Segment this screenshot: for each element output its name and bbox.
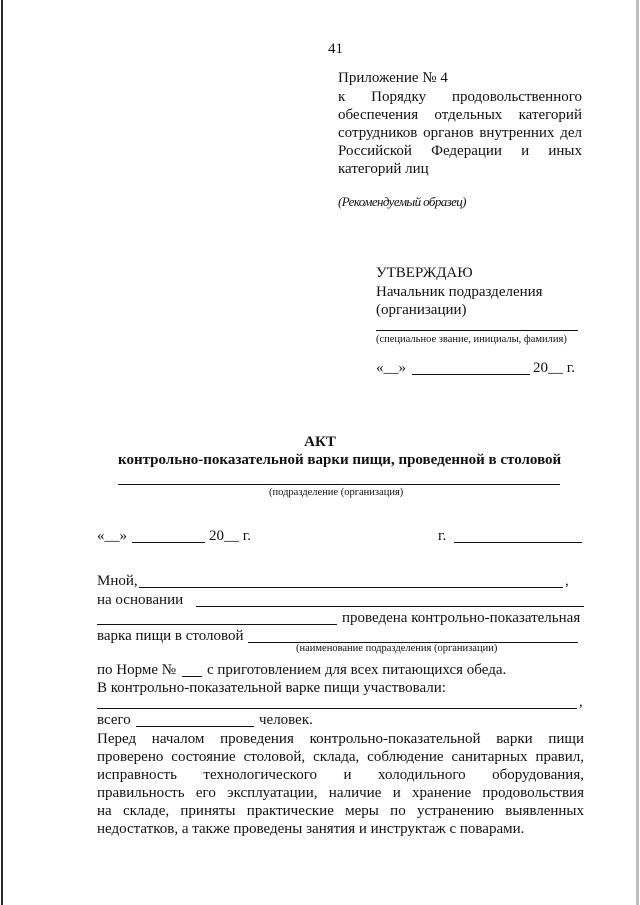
by-me-line xyxy=(139,587,563,588)
signature-line xyxy=(376,330,578,331)
appendix-line-3: сотрудников органов внутренних дел xyxy=(338,125,582,141)
unit-caption: (подразделение (организация) xyxy=(269,487,404,498)
paragraph-line-6: недостатков, а также проведены занятия и инструктаж с поварами. xyxy=(97,821,525,837)
city-line xyxy=(454,542,582,543)
appendix-line-4: Российской Федерации и иных xyxy=(338,143,582,159)
total-label: всего xyxy=(97,712,131,728)
act-title: АКТ xyxy=(304,434,336,450)
norm-text: с приготовлением для всех питающихся обеда. xyxy=(207,662,507,678)
approval-date-line xyxy=(412,374,530,375)
unit-line xyxy=(118,484,560,485)
norm-label: по Норме № xyxy=(97,662,177,678)
approval-title: УТВЕРЖДАЮ xyxy=(376,265,473,281)
act-subtitle: контрольно-показательной варки пищи, проведенной в столовой xyxy=(118,452,562,468)
page-number: 41 xyxy=(328,41,343,57)
total-text: человек. xyxy=(259,712,313,728)
paragraph-line-1: Перед началом проведения контрольно-показательной варки пищи xyxy=(97,731,584,747)
page-edge-right xyxy=(636,0,639,905)
norm-line xyxy=(182,676,202,677)
appendix-line-1: к Порядку продовольственного xyxy=(338,89,582,105)
act-date-open: «__» xyxy=(97,528,127,544)
by-me-label: Мной, xyxy=(97,573,138,589)
paragraph-line-4: правильность его эксплуатации, наличие и хранение продовольствия xyxy=(97,785,584,801)
basis-label: на основании xyxy=(97,592,184,608)
approval-date-year: 20__ г. xyxy=(533,360,575,376)
basis-line-2 xyxy=(97,624,337,625)
by-me-end: , xyxy=(565,573,569,589)
participants-end: , xyxy=(579,694,583,710)
appendix-title: Приложение № 4 xyxy=(338,70,448,86)
page-edge-left xyxy=(1,0,3,905)
participants-line xyxy=(97,708,577,709)
appendix-line-5: категорий лиц xyxy=(338,161,429,177)
paragraph-line-2: проверено состояние столовой, склада, соблюдение санитарных правил, xyxy=(97,749,584,765)
appendix-line-2: обеспечения отдельных категорий xyxy=(338,107,582,123)
basis-line xyxy=(196,606,584,607)
approval-date-open: «__» xyxy=(376,360,406,376)
conducted-text: проведена контрольно-показательная xyxy=(342,610,581,626)
act-date-year: 20__ г. xyxy=(209,528,251,544)
signature-caption: (специальное звание, инициалы, фамилия) xyxy=(376,334,567,345)
sample-note: (Рекомендуемый образец) xyxy=(338,194,466,209)
canteen-label: варка пищи в столовой xyxy=(97,628,244,644)
approval-line-2: (организации) xyxy=(376,302,467,318)
approval-line-1: Начальник подразделения xyxy=(376,284,543,300)
city-prefix: г. xyxy=(438,528,447,544)
paragraph-line-3: исправность технологического и холодильного оборудования, xyxy=(97,767,584,783)
total-line xyxy=(136,726,254,727)
participants-label: В контрольно-показательной варке пищи участвовали: xyxy=(97,680,446,696)
act-date-line xyxy=(132,542,205,543)
paragraph-line-5: на складе, приняты практические меры по устранению выявленных xyxy=(97,803,584,819)
canteen-caption: (наименование подразделения (организации) xyxy=(296,643,498,654)
